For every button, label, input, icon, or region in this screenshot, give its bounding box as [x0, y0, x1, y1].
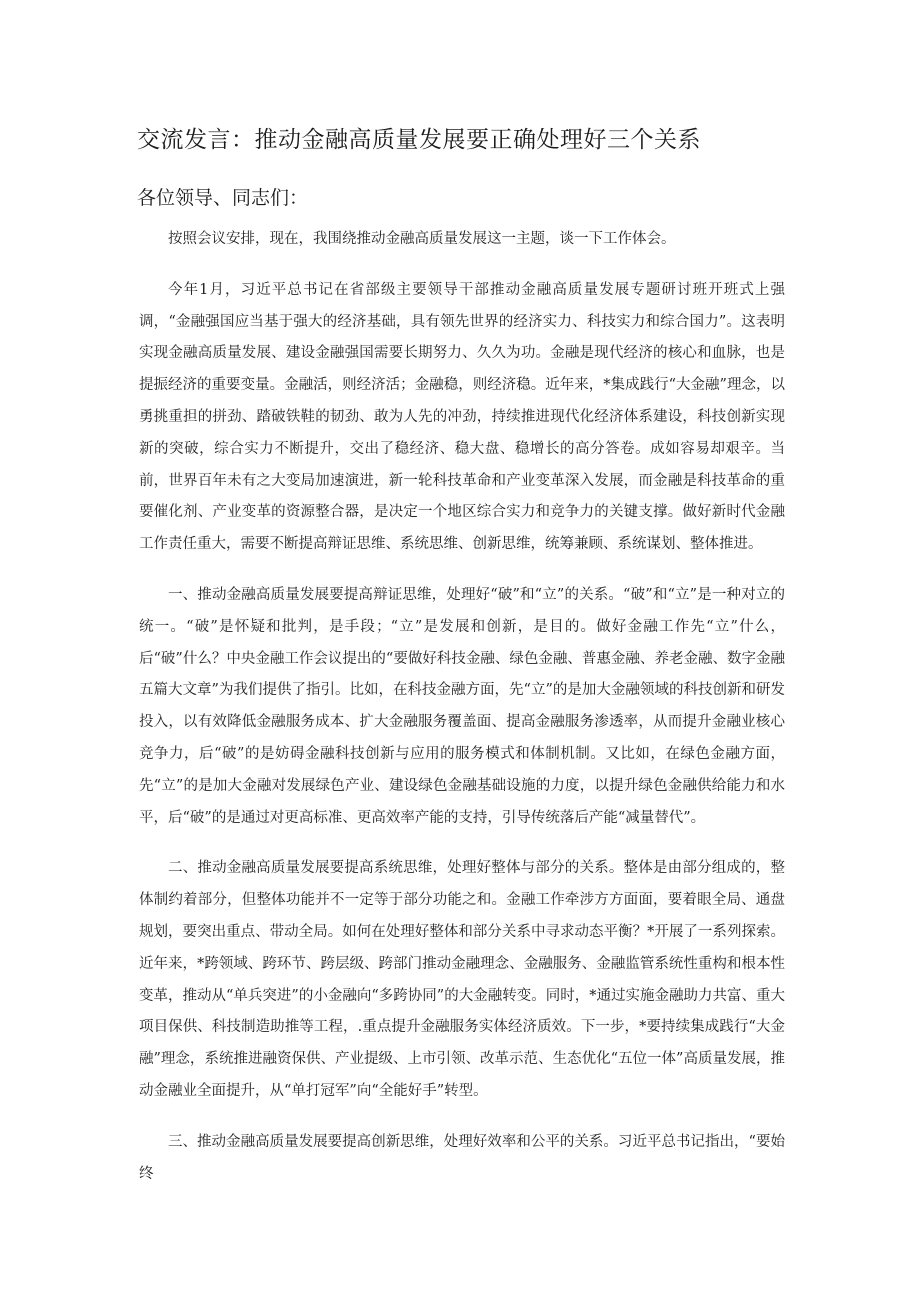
paragraph-section-two: 二、推动金融高质量发展要提高系统思维，处理好整体与部分的关系。整体是由部分组成的，整体制约着部分，但整体功能并不一定等于部分功能之和。金融工作牵涉方方面面，要着眼全局、通盘规划，要突出重点、带动全局。如何在处理好整体和部分关系中寻求动态平衡？*开展了一系列探索。近年来，*跨领域、跨环节、跨层级、跨部门推动金融理念、金融服务、金融监管系统性重构和根本性变革，推动从“单兵突进”的小金融向“多跨协同”的大金融转变。同时，*通过实施金融助力共富、重大项目保供、科技制造助推等工程，.重点提升金融服务实体经济质效。下一步，*要持续集成践行“大金融”理念，系统推进融资保供、产业提级、上市引领、改革示范、生态优化“五位一体”高质量发展，推动金融业全面提升，从“单打冠军”向“全能好手”转型。 — [139, 860, 785, 1099]
salutation: 各位领导、同志们： — [137, 187, 309, 209]
paragraph-section-three: 三、推动金融高质量发展要提高创新思维，处理好效率和公平的关系。习近平总书记指出，“要始终 — [139, 1133, 785, 1182]
paragraph-intro: 按照会议安排，现在，我围绕推动金融高质量发展这一主题，谈一下工作体会。 — [168, 231, 676, 247]
document-title: 交流发言：推动金融高质量发展要正确处理好三个关系 — [137, 127, 701, 153]
document-body — [139, 224, 785, 1209]
paragraph-background: 今年1月，习近平总书记在省部级主要领导干部推动金融高质量发展专题研讨班开班式上强调，“金融强国应当基于强大的经济基础，具有领先世界的经济实力、科技实力和综合国力”。这表明实现金融高质量发展、建设金融强国需要长期努力、久久为功。金融是现代经济的核心和血脉，也是提振经济的重要变量。金融活，则经济活；金融稳，则经济稳。近年来，*集成践行“大金融”理念，以勇挑重担的拼劲、踏破铁鞋的韧劲、敢为人先的冲劲，持续推进现代化经济体系建设，科技创新实现新的突破，综合实力不断提升，交出了稳经济、稳大盘、稳增长的高分答卷。成如容易却艰辛。当前，世界百年未有之大变局加速演进，新一轮科技革命和产业变革深入发展，而金融是科技革命的重要催化剂、产业变革的资源整合器，是决定一个地区综合实力和竞争力的关键支撑。做好新时代金融工作责任重大，需要不断提高辩证思维、系统思维、创新思维，统筹兼顾、系统谋划、整体推进。 — [139, 281, 785, 553]
paragraph-section-one: 一、推动金融高质量发展要提高辩证思维，处理好“破”和“立”的关系。“破”和“立”是一种对立的统一。“破”是怀疑和批判，是手段；“立”是发展和创新，是目的。做好金融工作先“立”什么，后“破”什么？中央金融工作会议提出的“要做好科技金融、绿色金融、普惠金融、养老金融、数字金融五篇大文章”为我们提供了指引。比如，在科技金融方面，先“立”的是加大金融领域的科技创新和研发投入，以有效降低金融服务成本、扩大金融服务覆盖面、提高金融服务渗透率，从而提升金融业核心竞争力，后“破”的是妨碍金融科技创新与应用的服务模式和体制机制。又比如，在绿色金融方面，先“立”的是加大金融对发展绿色产业、建设绿色金融基础设施的力度，以提升绿色金融供给能力和水平，后“破”的是通过对更高标准、更高效率产能的支持，引导传统落后产能“减量替代”。 — [139, 586, 785, 826]
